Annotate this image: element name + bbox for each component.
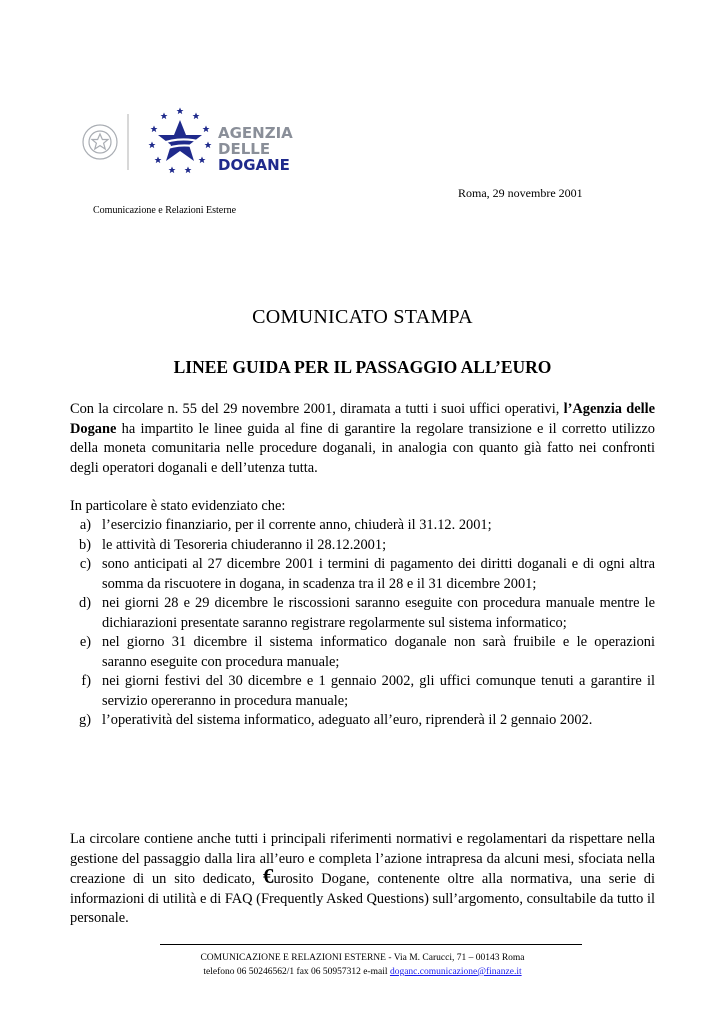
footer-address: COMUNICAZIONE E RELAZIONI ESTERNE - Via M. Carucci, 71 – 00143 Roma [200,953,525,963]
footer-email-link[interactable]: doganc.comunicazione@finanze.it [389,967,522,977]
points-list [70,516,655,731]
closing-paragraph [70,830,655,929]
list-item [70,536,655,556]
logo-word-delle: DELLE [218,140,271,158]
department-label: Comunicazione e Relazioni Esterne [93,205,237,216]
footer-phone-fax: telefono 06 50246562/1 fax 06 50957312 e-mail [203,967,390,977]
list-item [70,633,655,672]
list-item-text: sono anticipati al 27 dicembre 2001 i termini di pagamento dei diritti doganali e di ogni altra somma da riscuotere in dogana, in scadenza tra il 28 e il 31 dicembre 2001; [102,556,655,592]
list-item-label: b) [79,536,91,553]
central-star-icon [158,120,202,161]
list-item-label: f) [81,673,91,689]
list-item-label: c) [79,556,91,572]
list-item-label: a) [79,517,91,533]
list-item [70,711,655,731]
agenzia-dogane-logo [78,100,318,184]
intro-paragraph [70,400,655,478]
euro-symbol: € [262,864,274,888]
list-item-label: d) [79,595,91,611]
list-item [70,516,655,536]
document-title: COMUNICATO STAMPA [252,306,473,328]
intro-text-1: Con la circolare n. 55 del 29 novembre 2001, diramata a tutti i suoi uffici operativi, [70,401,564,417]
footer-contacts [0,967,725,977]
republic-emblem-icon [83,125,117,159]
document-subtitle: LINEE GUIDA PER IL PASSAGGIO ALL’EURO [173,357,552,377]
document-date: Roma, 29 novembre 2001 [458,186,583,200]
list-item-text: l’esercizio finanziario, per il corrente anno, chiuderà il 31.12. 2001; [102,517,492,533]
list-item-label: e) [79,634,91,650]
logo-word-dogane: DOGANE [218,156,290,174]
closing-text-2: urosito Dogane, contenente oltre alla normativa, una serie di informazioni di utilità e di FAQ (Frequently Asked Questions) sull’argomento, consultabile da tutto il personale. [70,871,655,926]
list-item-text: le attività di Tesoreria chiuderanno il 28.12.2001; [102,536,387,553]
list-item-text: l’operatività del sistema informatico, adeguato all’euro, riprenderà il 2 gennaio 2002. [102,712,593,728]
intro-text-2: ha impartito le linee guida al fine di garantire la regolare transizione e il corretto utilizzo della moneta comunitaria nelle procedure doganali, in analogia con quanto già fatto nei confronti degli operatori doganali e dell’utenza tutta. [70,420,655,476]
list-item-label: g) [79,712,91,728]
list-item-text: nei giorni festivi del 30 dicembre e 1 gennaio 2002, gli uffici comunque tenuti a garantire il servizio opereranno in procedura manuale; [102,673,655,709]
list-item [70,555,655,594]
list-item [70,672,655,711]
intro-agency-name: l’Agenzia delle Dogane [70,401,655,437]
list-intro: In particolare è stato evidenziato che: [70,498,286,514]
closing-text-1: La circolare contiene anche tutti i principali riferimenti normativi e regolamentari da rispettare nella gestione del passaggio dalla lira all’euro e completa l’azione intrapresa da alcuni mesi, sfociata nella creazione di un sito dedicato, [70,831,655,887]
list-item [70,594,655,633]
list-item-text: nei giorni 28 e 29 dicembre le riscossioni saranno eseguite con procedura manuale mentre le dichiarazioni presentate saranno registrare regolarmente sul sistema informatico; [102,595,655,631]
logo-word-agenzia: AGENZIA [218,124,293,142]
footer-divider [160,944,582,945]
list-item-text: nel giorno 31 dicembre il sistema informatico doganale non sarà fruibile e le operazioni saranno eseguite con procedura manuale; [102,634,655,670]
